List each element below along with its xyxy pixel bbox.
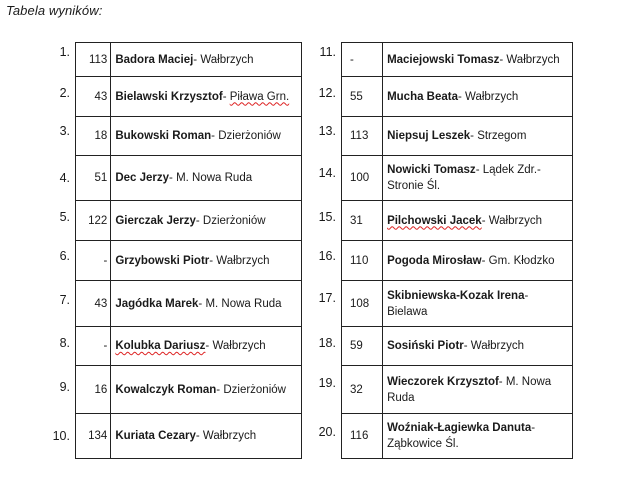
row-number: 17. [318,291,336,305]
competitor-name: Dec Jerzy [115,172,170,184]
competitor-town: Wałbrzych [216,254,270,267]
score-cell: 59 [342,327,383,366]
competitor-name: Maciejowski Tomasz [387,53,500,66]
table-row: - Grzybowski Piotr- Wałbrzych [76,241,302,281]
score-cell: 55 [342,77,383,117]
row-number: 15. [318,210,336,224]
competitor-name: Kolubka Dariusz [115,340,206,352]
competitor-town: Wałbrzych [200,53,254,66]
score-cell: 43 [76,281,111,327]
competitor-town: Dzierżoniów [218,130,281,142]
row-number: 19. [318,376,336,390]
row-number: 3. [59,124,70,138]
competitor-town: Dzierżoniów [202,214,266,227]
table-row: 55 Mucha Beata- Wałbrzych [342,77,573,117]
competitor-town: M. Nowa Ruda [387,375,552,404]
competitor-town: Wałbrzych [465,90,519,103]
table-row: 43 Bielawski Krzysztof- Piława Grn. [76,77,302,117]
row-number: 7. [59,293,70,307]
score-cell: - [76,241,111,281]
score-cell: - [76,327,111,366]
competitor-name: Woźniak-Łagiewka Danuta [387,422,532,434]
row-number: 11. [319,45,336,59]
competitor-town: Piława Grn. [229,90,290,103]
score-cell: 110 [342,241,383,281]
table-row: 113 Badora Maciej- Wałbrzych [76,43,302,77]
competitor-name: Kowalczyk Roman [115,383,217,396]
competitor-name: Nowicki Tomasz [387,164,476,176]
competitor-town: M. Nowa Ruda [176,172,253,184]
competitor-name: Jagódka Marek [115,297,199,310]
table-row: - Kolubka Dariusz- Wałbrzych [76,327,302,366]
table-row: 31 Pilchowski Jacek- Wałbrzych [342,201,573,241]
score-cell: 100 [342,156,383,201]
results-table-right [341,42,573,459]
competitor-name: Sosiński Piotr [387,340,464,352]
row-number: 12. [318,86,336,100]
competitor-town: Gm. Kłodzko [488,254,555,267]
row-number: 10. [52,429,70,443]
table-row: 116 Woźniak-Łagiewka Danuta- Ząbkowice Śl. [342,414,573,459]
row-number: 8. [59,336,70,350]
row-number: 9. [59,380,70,394]
competitor-town: Wałbrzych [202,430,257,442]
competitor-name: Kuriata Cezary [115,430,196,442]
table-row: 108 Skibniewska-Kozak Irena- Bielawa [342,281,573,327]
row-number: 1. [59,45,70,59]
table-row: - Maciejowski Tomasz- Wałbrzych [342,43,573,77]
row-number: 5. [59,210,70,224]
competitor-name: Badora Maciej [115,53,194,66]
competitor-name: Skibniewska-Kozak Irena [387,289,525,302]
score-cell: 122 [76,201,111,241]
score-cell: 116 [342,414,383,459]
table-row: 43 Jagódka Marek- M. Nowa Ruda [76,281,302,327]
table-row: 32 Wieczorek Krzysztof- M. Nowa Ruda [342,366,573,414]
score-cell: 16 [76,366,111,414]
row-number: 4. [59,171,70,185]
competitor-town: Bielawa [387,305,428,318]
competitor-town: Dzierżoniów [223,383,286,396]
competitor-town: Wałbrzych [488,214,542,227]
score-cell: - [342,43,383,77]
row-number: 13. [318,124,336,138]
row-number: 18. [318,336,336,350]
score-cell: 108 [342,281,383,327]
table-row: 18 Bukowski Roman- Dzierżoniów [76,117,302,156]
table-row: 59 Sosiński Piotr- Wałbrzych [342,327,573,366]
row-number: 14. [318,166,336,180]
row-number: 2. [59,86,70,100]
table-row: 16 Kowalczyk Roman- Dzierżoniów [76,366,302,414]
competitor-town: M. Nowa Ruda [205,297,282,310]
row-number: 20. [318,425,336,439]
table-row: 113 Niepsuj Leszek- Strzegom [342,117,573,156]
competitor-name: Bielawski Krzysztof [115,90,223,103]
competitor-town: Wałbrzych [470,340,525,352]
table-row: 110 Pogoda Mirosław- Gm. Kłodzko [342,241,573,281]
table-row: 51 Dec Jerzy- M. Nowa Ruda [76,156,302,201]
competitor-town: Strzegom [477,130,527,142]
competitor-name: Mucha Beata [387,90,458,103]
competitor-name: Wieczorek Krzysztof [387,375,499,388]
table-row: 122 Gierczak Jerzy- Dzierżoniów [76,201,302,241]
score-cell: 134 [76,414,111,459]
competitor-name: Grzybowski Piotr [115,254,210,267]
row-number: 16. [318,249,336,263]
page-title: Tabela wyników: [6,3,103,18]
competitor-name: Bukowski Roman [115,130,212,142]
row-number: 6. [59,249,70,263]
competitor-name: Niepsuj Leszek [387,130,471,142]
competitor-town: Ząbkowice Śl. [387,438,459,450]
competitor-name: Pilchowski Jacek [387,214,482,227]
score-cell: 18 [76,117,111,156]
competitor-name: Gierczak Jerzy [115,214,196,227]
score-cell: 51 [76,156,111,201]
table-row: 134 Kuriata Cezary- Wałbrzych [76,414,302,459]
score-cell: 43 [76,77,111,117]
score-cell: 113 [76,43,111,77]
score-cell: 31 [342,201,383,241]
competitor-town: Lądek Zdr.- Stronie Śl. [387,164,541,192]
table-row: 100 Nowicki Tomasz- Lądek Zdr.- Stronie Śl. [342,156,573,201]
competitor-name: Pogoda Mirosław [387,254,482,267]
score-cell: 32 [342,366,383,414]
competitor-town: Wałbrzych [212,340,266,352]
results-table-left [75,42,302,459]
score-cell: 113 [342,117,383,156]
competitor-town: Wałbrzych [506,53,560,66]
